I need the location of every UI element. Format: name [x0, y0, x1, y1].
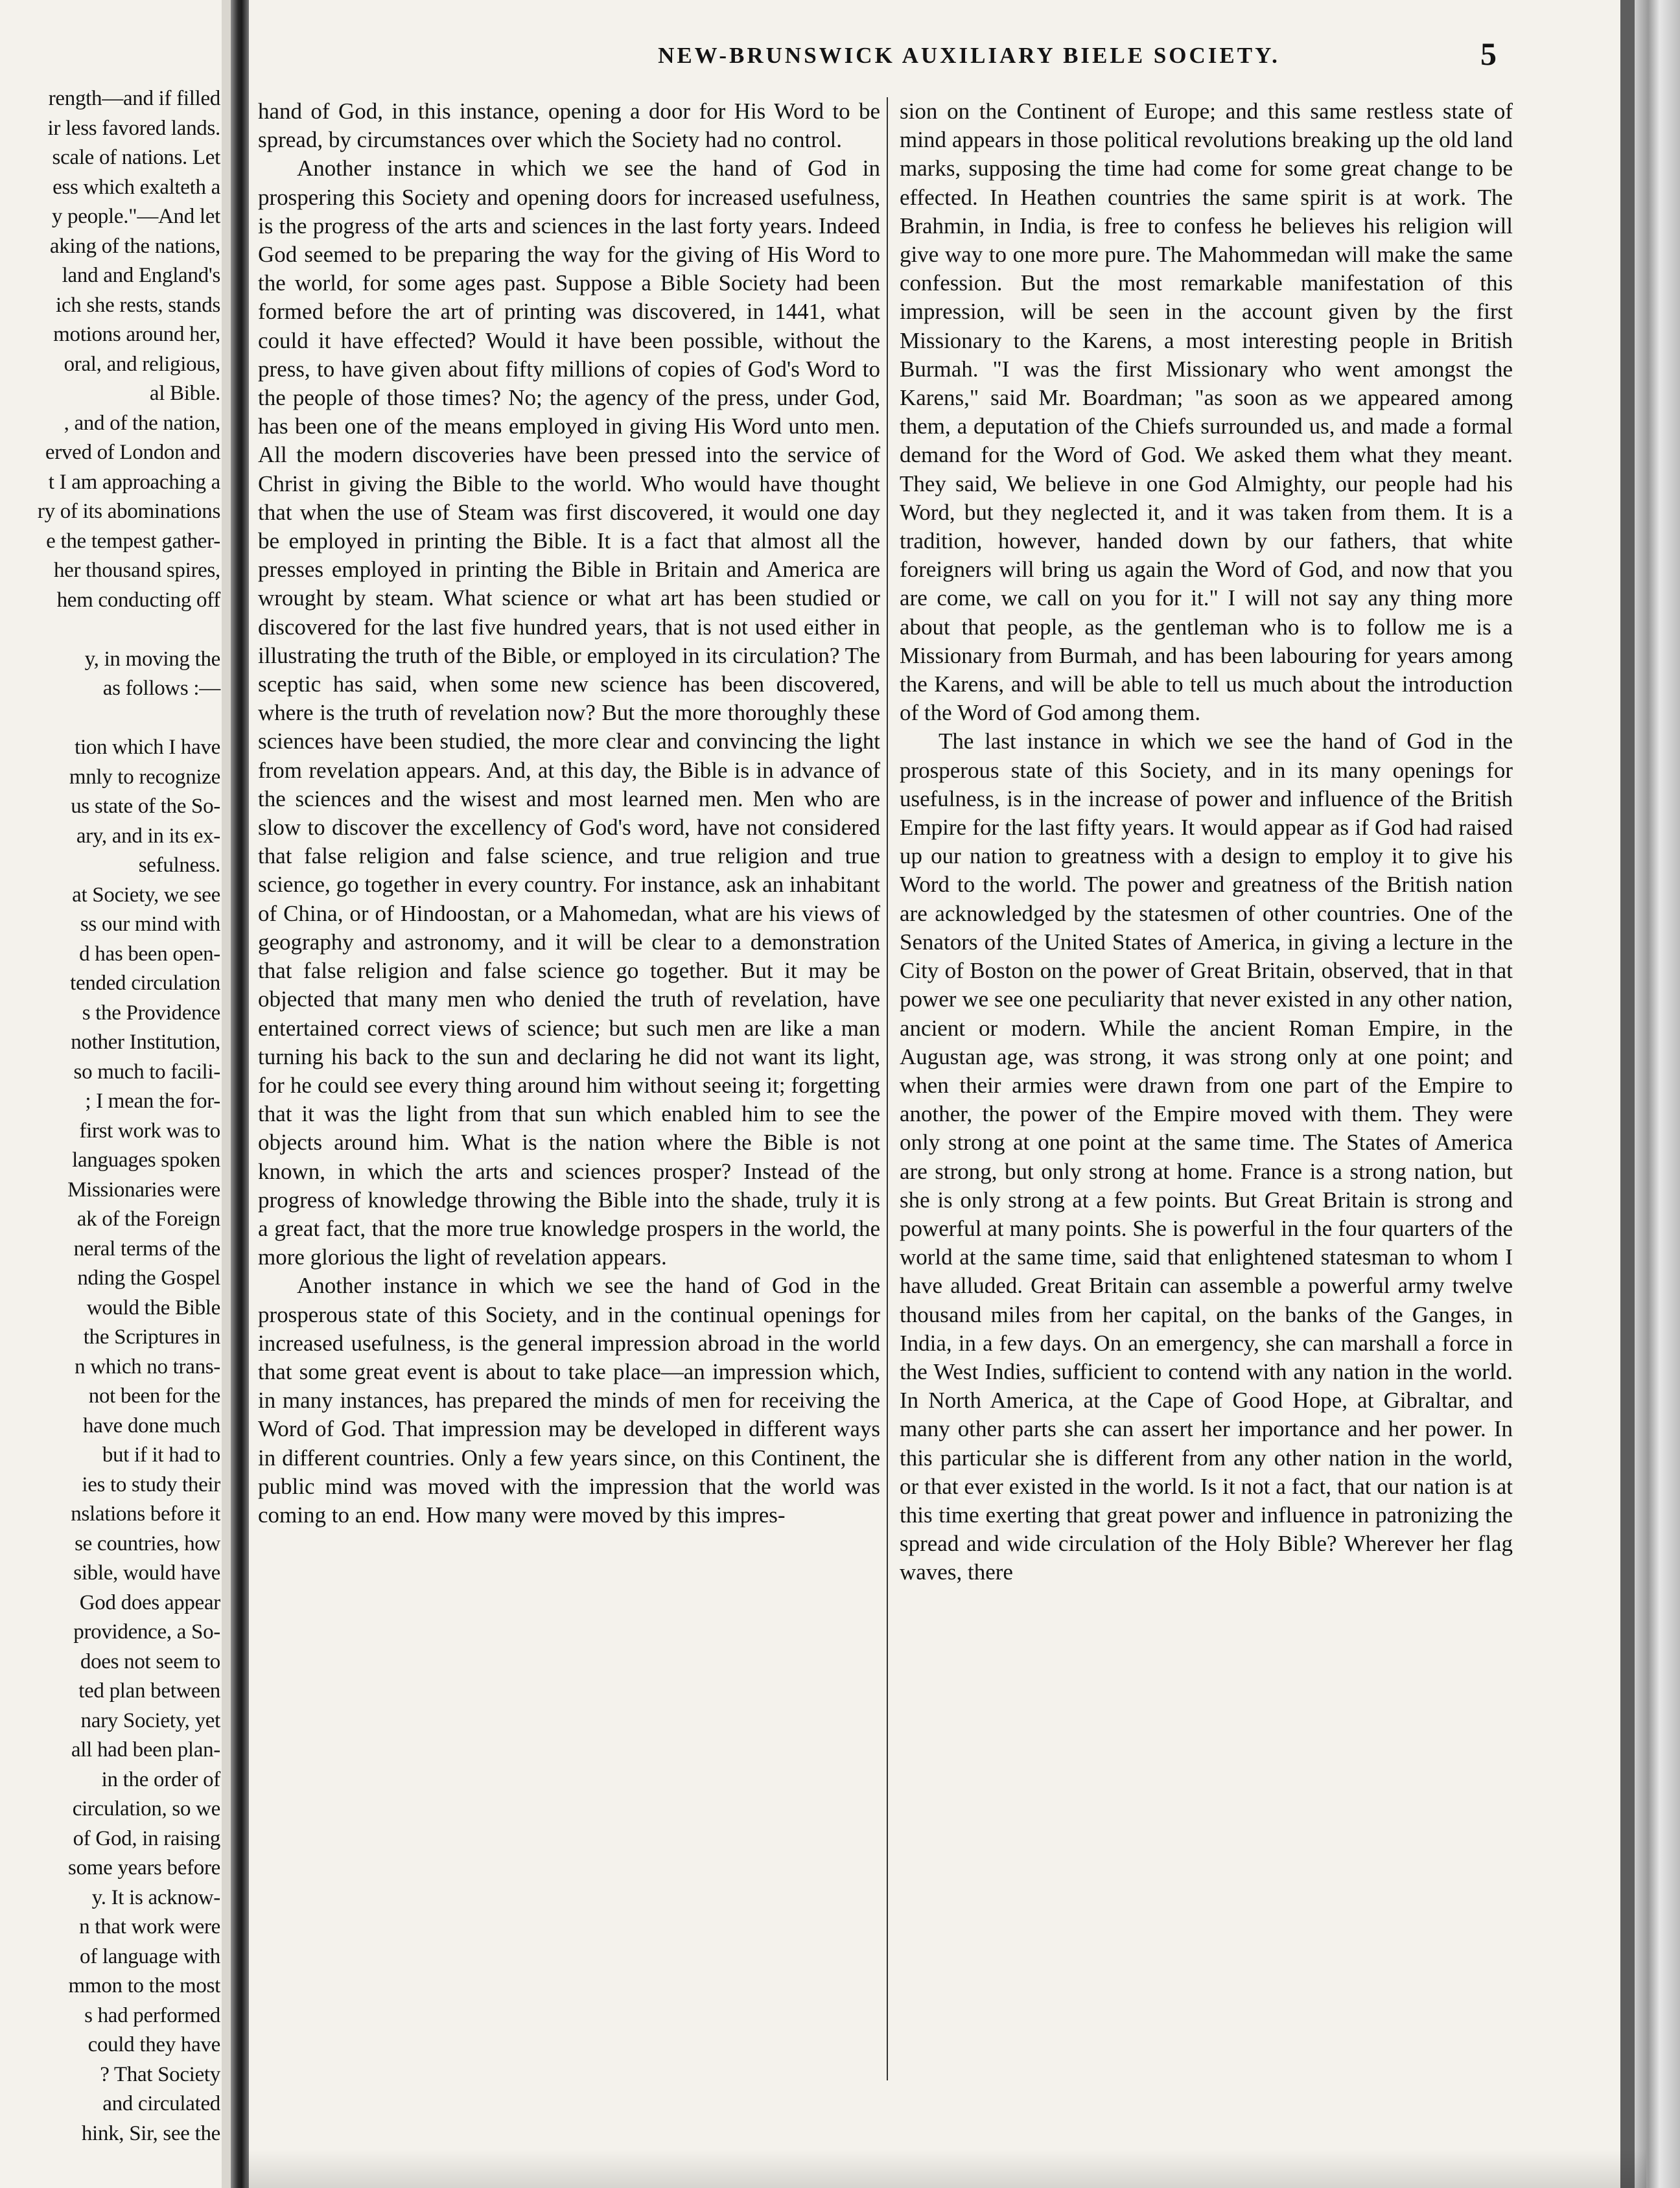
fragment-line: ak of the Foreign [76, 1207, 220, 1231]
text-column-left [258, 97, 880, 1530]
fragment-line: ary, and in its ex- [76, 824, 220, 848]
page-edge-shadow [1620, 0, 1635, 2188]
fragment-line: ich she rests, stands [56, 293, 220, 317]
fragment-line: n that work were [79, 1915, 220, 1938]
fragment-line: but if it had to [102, 1443, 220, 1467]
previous-page-fragment [0, 84, 220, 2145]
fragment-line: mnly to recognize [69, 765, 220, 789]
fragment-line: languages spoken [72, 1148, 220, 1172]
fragment-line: at Society, we see [72, 883, 220, 907]
fragment-line: s had performed [84, 2003, 220, 2027]
page-bottom-shadow [246, 2149, 1646, 2188]
fragment-line: y, in moving the [84, 647, 220, 671]
fragment-line: first work was to [79, 1119, 220, 1143]
fragment-line: nary Society, yet [80, 1708, 220, 1732]
paragraph: The last instance in which we see the hand of God in the prosperous state of this Society, and in its many openings for usefulness, is in the increase of power and influence of the British Empire for the last fifty years. It would appear as if God had raised up our nation to greatness with a design to employ it to give his Word to the world. The power and greatness of the British nation are acknowledged by the statesmen of other countries. One of the Senators of the United States of America, in giving a lecture in the City of Boston on the power of Great Britain, observed, that in that power we see one peculiarity that never existed in any other nation, ancient or modern. While the ancient Roman Empire, in the Augustan age, was strong, it was strong only at one point; and when their armies were drawn from one part of the Empire to another, the power of the Empire moved with them. They were only strong at one point at the same time. The States of America are strong, but only strong at home. France is a strong nation, but she is only strong at a few points. But Great Britain is strong and powerful at many points. She is powerful in the four quarters of the world at the same time, said that enlightened statesman to whom I have alluded. Great Britain can assemble a powerful army twelve thousand miles from her capital, on the banks of the Ganges, in India, in a few days. On an emergency, she can marshall a force in the West Indies, sufficient to contend with any nation in the world. In North America, at the Cape of Good Hope, at Gibraltar, and many other parts she can assert her importance and her power. In this particular she is different from any other nation in the world, or that ever existed in the world. Is it not a fact, that our nation is at this time exerting that great power and influence in patronizing the spread and wide circulation of the Holy Bible? Wherever her flag waves, there [900, 728, 1513, 1585]
fragment-line: so much to facili- [73, 1060, 220, 1084]
fragment-line: rength—and if filled [48, 87, 220, 110]
fragment-line: motions around her, [53, 323, 220, 346]
fragment-line: tended circulation [70, 972, 220, 995]
fragment-line: land and England's [62, 264, 220, 287]
fragment-line: ir less favored lands. [47, 116, 220, 140]
page-edge [1635, 0, 1680, 2188]
fragment-line: erved of London and [45, 441, 220, 464]
fragment-line: sible, would have [73, 1561, 220, 1585]
fragment-line: se countries, how [75, 1531, 220, 1555]
fragment-line: does not seem to [80, 1649, 220, 1673]
fragment-line: oral, and religious, [64, 352, 220, 376]
fragment-line: y people."—And let [51, 205, 220, 228]
fragment-line: providence, a So- [73, 1620, 220, 1644]
fragment-line: nslations before it [71, 1502, 220, 1526]
fragment-line: nother Institution, [71, 1030, 220, 1054]
fragment-line: neral terms of the [73, 1237, 220, 1261]
fragment-line: n which no trans- [75, 1355, 220, 1379]
fragment-line: Missionaries were [67, 1178, 220, 1202]
fragment-line: would the Bible [86, 1296, 220, 1320]
fragment-line: tion which I have [75, 736, 220, 759]
text-column-right [900, 97, 1513, 1587]
fragment-line: nding the Gospel [77, 1266, 220, 1290]
fragment-line: and circulated [102, 2092, 220, 2115]
column-rule [887, 97, 888, 2080]
fragment-line: d has been open- [79, 942, 220, 966]
fragment-line: y. It is acknow- [91, 1885, 220, 1909]
paragraph: sion on the Continent of Europe; and this same restless state of mind appears in those political revolutions breaking up the old land marks, supposing the time had come for some great change to be effected. In Heathen countries the same spirit is at work. The Brahmin, in India, is free to confess he believes his religion will give way to one more pure. The Mahommedan will make the same confession. But the most remarkable manifestation of this impression, will be seen in the account given by the first Missionary to the Karens, a most interesting people in British Burmah. "I was the first Missionary who went amongst the Karens," said Mr. Boardman; "as soon as we appeared among them, a deputation of the Chiefs surrounded us, and made a formal demand for the Word of God. We asked them what they meant. They said, We believe in one God Almighty, our people had his Word, but they neglected it, and it was taken from them. It is a tradition, however, handed down by our fathers, that white foreigners will bring us again the Word of God, and now that you are come, we call on you for it." I will not say any thing more about that people, as the gentleman who is to follow me is a Missionary from Burmah, and has been labouring for years among the Karens, and will be able to tell us much about the introduction of the Word of God among them. [900, 99, 1513, 726]
fragment-line: ; I mean the for- [85, 1089, 220, 1113]
paragraph: Another instance in which we see the hand of God in the prosperous state of this Society, and in the continual openings for increased usefulness, is the general impression abroad in the world that some great event is about to take place—an impression which, in many instances, has prepared the minds of men for receiving the Word of God. That impression may be developed in different ways in different countries. Only a few years since, on this Continent, the public mind was moved with the impression that the world was coming to an end. How many were moved by this impres- [258, 1273, 880, 1528]
paragraph: hand of God, in this instance, opening a door for His Word to be spread, by circumstances over which the Society had no control. [258, 99, 880, 153]
fragment-line: all had been plan- [71, 1738, 220, 1762]
binding-gutter [231, 0, 249, 2188]
fragment-line: ? That Society [100, 2062, 220, 2086]
fragment-line: us state of the So- [71, 795, 220, 818]
fragment-line: hem conducting off [56, 588, 220, 612]
fragment-line: ry of its abominations [37, 500, 220, 523]
fragment-line: , and of the nation, [64, 411, 220, 435]
fragment-line: t I am approaching a [48, 470, 220, 494]
fragment-line: ess which exalteth a [52, 175, 220, 199]
fragment-line: ted plan between [78, 1679, 220, 1703]
fragment-line: some years before [68, 1856, 220, 1880]
fragment-line: have done much [82, 1414, 220, 1437]
fragment-line: of language with [80, 1944, 220, 1968]
fragment-line: her thousand spires, [53, 559, 220, 582]
fragment-line: could they have [88, 2033, 220, 2056]
fragment-line: in the order of [101, 1767, 220, 1791]
fragment-line: scale of nations. Let [52, 146, 220, 169]
fragment-line: ies to study their [82, 1472, 220, 1496]
fragment-line: as follows :— [102, 677, 220, 700]
fragment-line: God does appear [79, 1590, 220, 1614]
fragment-line: the Scriptures in [83, 1325, 220, 1349]
fragment-line: of God, in raising [73, 1826, 220, 1850]
previous-page-text [6, 84, 220, 2148]
fragment-line: ss our mind with [80, 913, 220, 936]
fragment-line: not been for the [88, 1384, 220, 1408]
fragment-line: al Bible. [149, 382, 220, 405]
fragment-line: aking of the nations, [49, 234, 220, 258]
paragraph: Another instance in which we see the hand of God in prospering this Society and opening doors for increased usefulness, is the progress of the arts and sciences in the last forty years. Indeed God seemed to be preparing the way for the giving of His Word to the world, for some ages past. Suppose a Bible Society had been formed before the art of printing was discovered, in 1441, what could it have effected? Would it have been possible, without the press, to have given about fifty millions of copies of God's Word to the people of those times? No; the agency of the press, under God, has been one of the means employed in giving His Word unto men. All the modern discoveries have been pressed into the service of Christ in giving the Bible to the world. Who would have thought that when the use of Steam was first discovered, it would one day be employed in printing the Bible. It is a fact that almost all the presses employed in printing the Bible in Britain and America are wrought by steam. What science or what art has been studied or discovered for the last five hundred years, that is not used either in illustrating the truth of the Bible, or employed in its circulation? The sceptic has said, when some new science has been discovered, where is the truth of revelation now? But the more thoroughly these sciences have been studied, the more clear and convincing the light from revelation appears. And, at this day, the Bible is in advance of the sciences and the wisest and most learned men. Men who are slow to discover the excellency of God's word, have not considered that false religion and false science, and true religion and true science, go together in every country. For instance, ask an inhabitant of China, or of Hindoostan, or a Mahomedan, what are his views of geography and astronomy, and it will be clear to a demonstration that false religion and false science go together. But it may be objected that many men who denied the truth of revelation, have entertained correct views of science; but such men are like a man turning his back to the sun and declaring he did not want its light, for he could see every thing around him without seeing it; forgetting that it was the light from that sun which enabled him to see the objects around him. What is the nation where the Bible is not known, in which the arts and sciences prosper? Instead of the progress of knowledge throwing the Bible into the shade, truly it is a great fact, that the more true knowledge prospers in the world, the more glorious the light of revelation appears. [258, 156, 880, 1270]
fragment-line: s the Providence [82, 1001, 220, 1025]
fragment-line: circulation, so we [72, 1797, 220, 1821]
fragment-line: e the tempest gather- [46, 529, 220, 553]
fragment-line: sefulness. [138, 854, 220, 877]
fragment-line [6, 704, 220, 734]
fragment-line: hink, Sir, see the [81, 2121, 220, 2145]
fragment-line: mmon to the most [68, 1974, 220, 1997]
fragment-line [6, 615, 220, 645]
running-header: NEW-BRUNSWICK AUXILIARY BIELE SOCIETY. [658, 43, 1280, 68]
page-number: 5 [1480, 36, 1497, 72]
